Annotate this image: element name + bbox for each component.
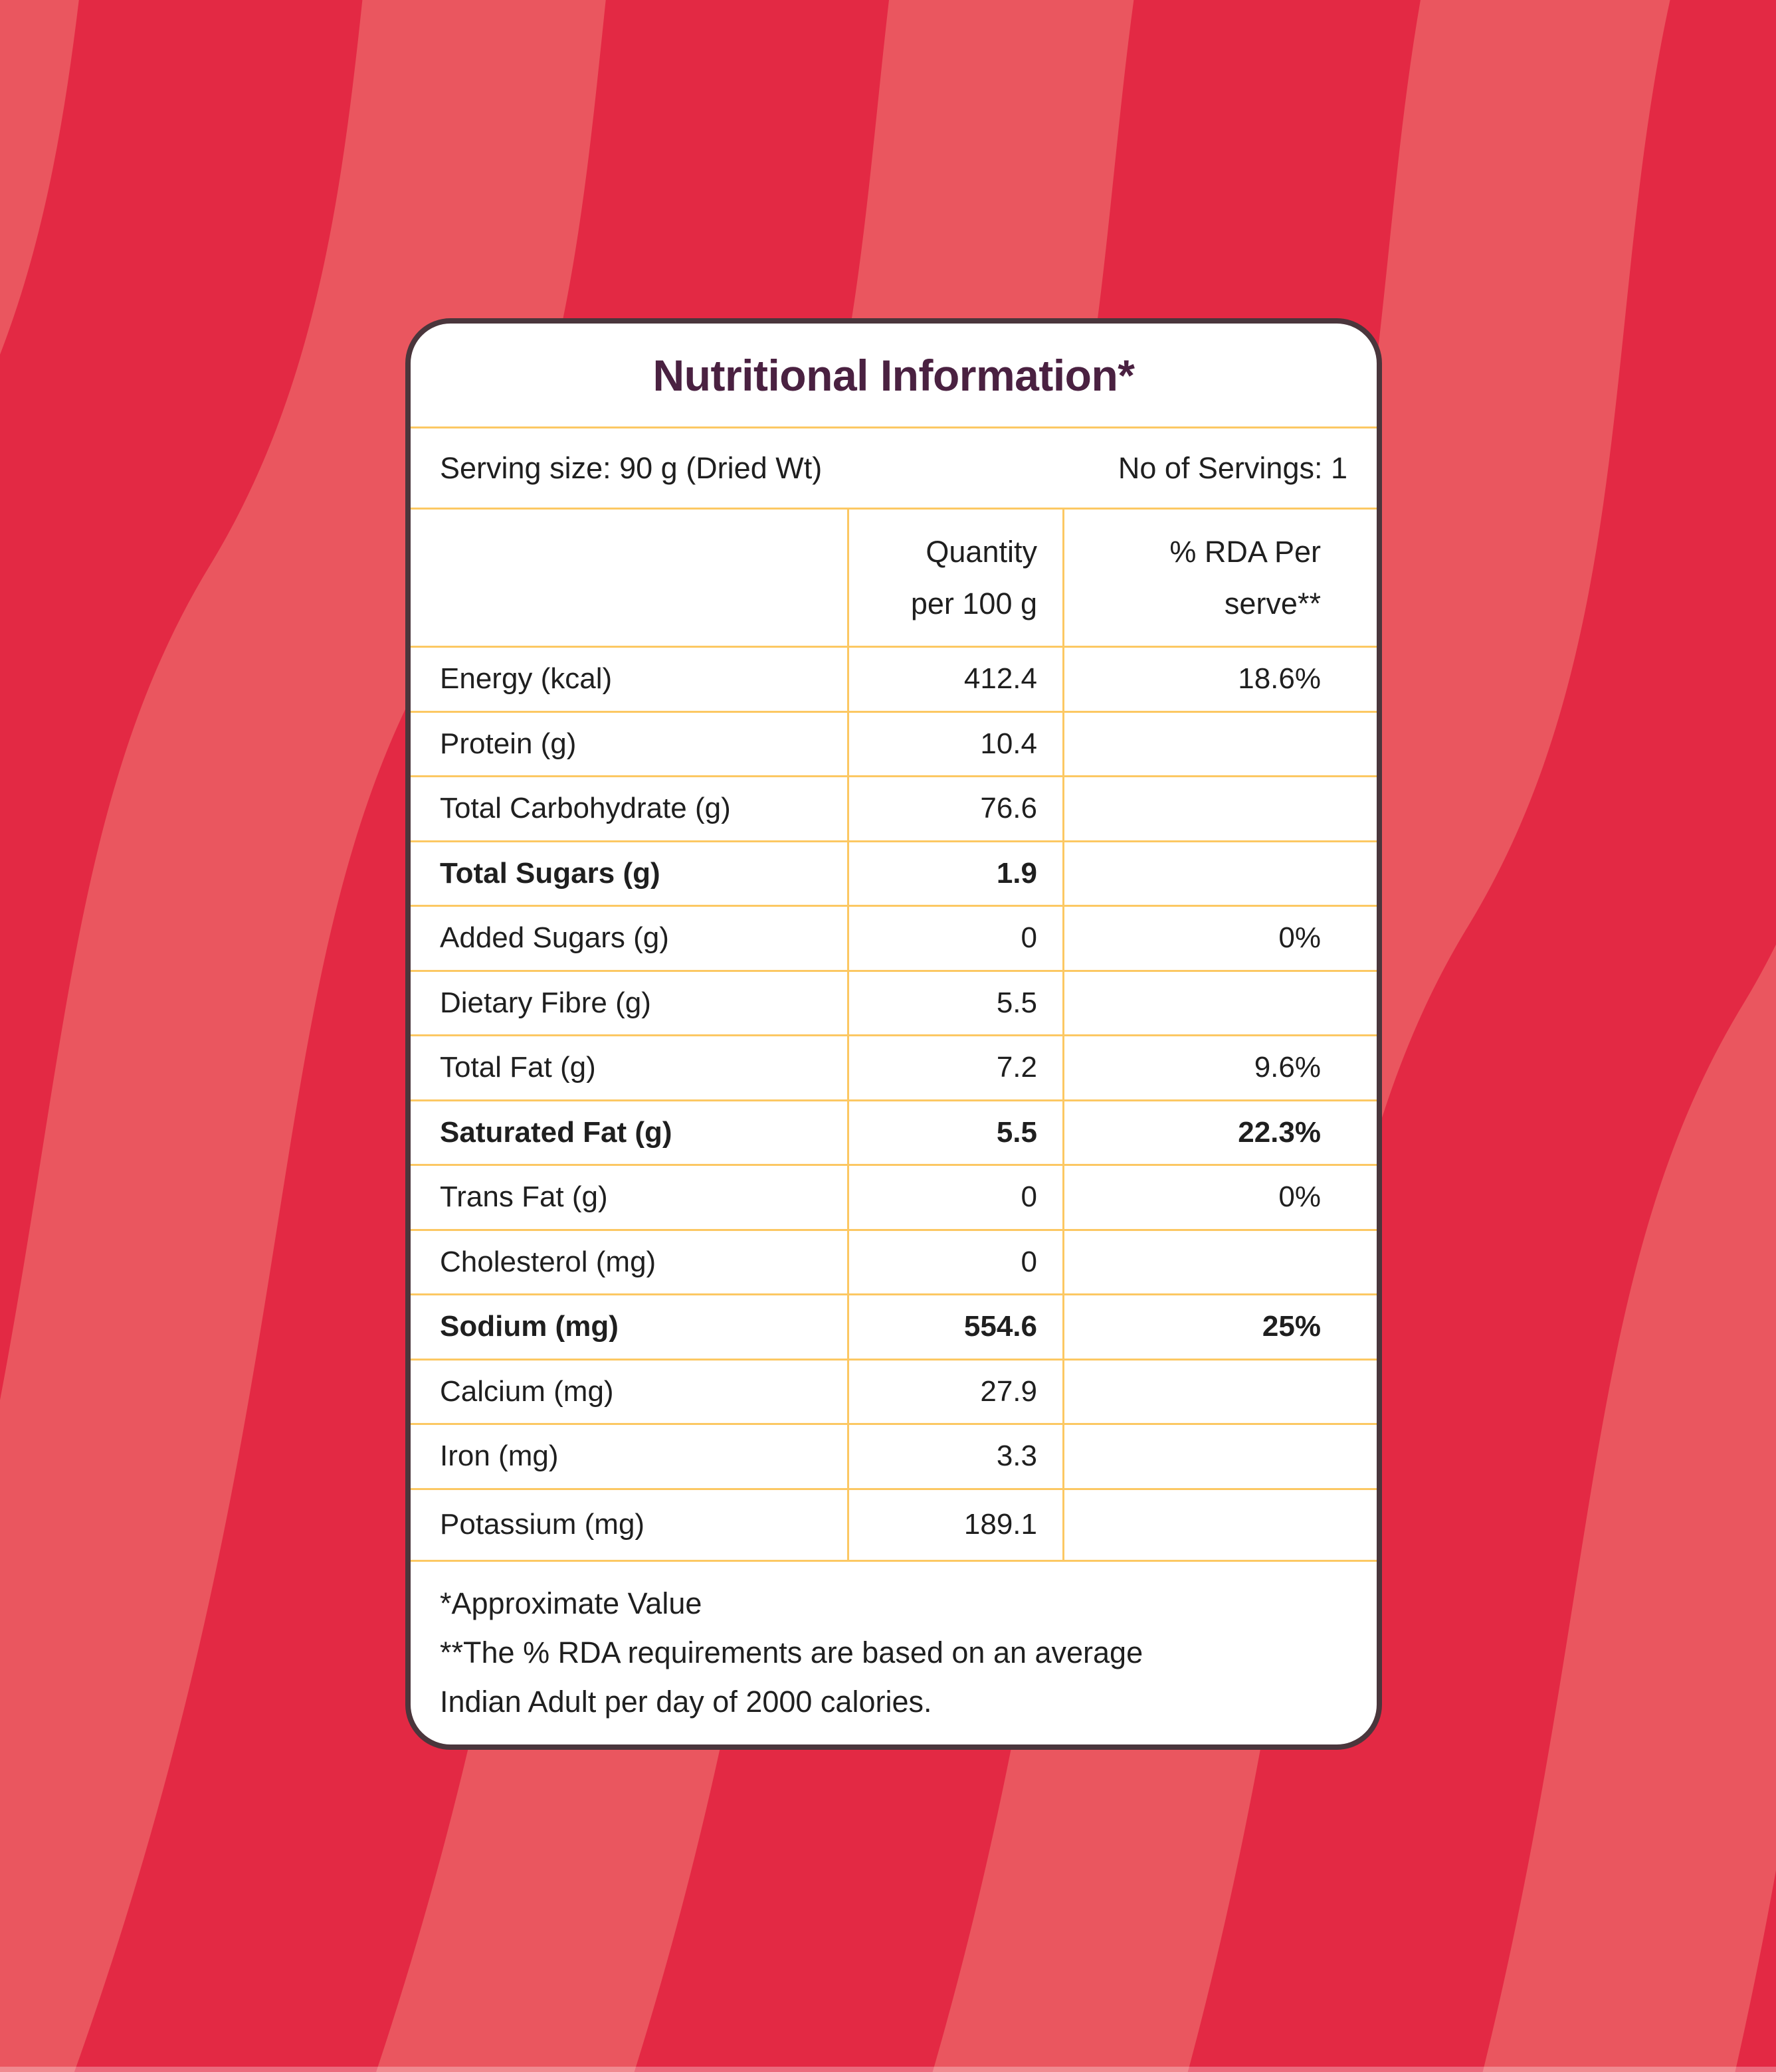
header-rda-line: % RDA Per: [1169, 534, 1321, 569]
footnotes: [411, 1560, 1377, 1745]
row-quantity: 0: [847, 1231, 1062, 1294]
table-header-row: [411, 510, 1377, 646]
row-quantity: 412.4: [847, 648, 1062, 711]
nutrition-table: [411, 510, 1377, 1560]
row-rda: [1062, 777, 1377, 840]
serving-size-label: Serving size: 90 g (Dried Wt): [440, 450, 823, 485]
nutrition-card: [405, 318, 1382, 1750]
row-quantity: 27.9: [847, 1361, 1062, 1424]
row-rda: [1062, 972, 1377, 1035]
row-rda: 25%: [1062, 1295, 1377, 1359]
header-rda: [1062, 510, 1377, 646]
row-quantity: 5.5: [847, 972, 1062, 1035]
row-quantity: 3.3: [847, 1425, 1062, 1488]
table-row: [411, 711, 1377, 776]
table-row: [411, 775, 1377, 840]
table-row: [411, 1423, 1377, 1488]
header-rda-line: serve**: [1224, 586, 1321, 620]
row-rda: [1062, 1490, 1377, 1560]
row-label: Trans Fat (g): [440, 1180, 608, 1214]
row-quantity: 7.2: [847, 1036, 1062, 1099]
table-row: [411, 1359, 1377, 1424]
table-row: [411, 1293, 1377, 1359]
row-quantity: 554.6: [847, 1295, 1062, 1359]
table-row: [411, 1099, 1377, 1165]
footnote-line: *Approximate Value: [440, 1586, 702, 1620]
row-label: Total Fat (g): [440, 1051, 596, 1084]
footnote-line: **The % RDA requirements are based on an average: [440, 1635, 1143, 1669]
row-label: Added Sugars (g): [440, 921, 669, 955]
header-quantity-line: per 100 g: [910, 586, 1037, 620]
header-blank-cell: [411, 510, 847, 646]
row-label: Total Carbohydrate (g): [440, 792, 731, 825]
row-rda: [1062, 842, 1377, 905]
row-quantity: 10.4: [847, 713, 1062, 776]
row-rda: [1062, 1361, 1377, 1424]
row-label: Saturated Fat (g): [440, 1115, 672, 1149]
row-label: Cholesterol (mg): [440, 1245, 656, 1278]
row-label: Protein (g): [440, 727, 577, 760]
row-rda: [1062, 713, 1377, 776]
row-label: Potassium (mg): [440, 1508, 645, 1541]
serving-row: [411, 428, 1377, 508]
title-row: [411, 324, 1377, 426]
table-row: [411, 905, 1377, 970]
table-row: [411, 1488, 1377, 1560]
row-label: Sodium (mg): [440, 1310, 619, 1343]
row-rda: 18.6%: [1062, 648, 1377, 711]
row-quantity: 76.6: [847, 777, 1062, 840]
header-quantity: [847, 510, 1062, 646]
row-label: Total Sugars (g): [440, 856, 660, 890]
table-row: [411, 840, 1377, 905]
row-rda: [1062, 1425, 1377, 1488]
row-quantity: 0: [847, 1166, 1062, 1229]
table-row: [411, 646, 1377, 711]
row-rda: 22.3%: [1062, 1101, 1377, 1165]
table-row: [411, 1229, 1377, 1294]
table-row: [411, 1164, 1377, 1229]
row-label: Dietary Fibre (g): [440, 986, 651, 1019]
footnote-line: Indian Adult per day of 2000 calories.: [440, 1684, 932, 1719]
row-rda: 0%: [1062, 907, 1377, 970]
table-row: [411, 970, 1377, 1035]
row-rda: 9.6%: [1062, 1036, 1377, 1099]
page-title: Nutritional Information*: [652, 350, 1135, 400]
row-label: Calcium (mg): [440, 1374, 614, 1408]
table-row: [411, 1034, 1377, 1099]
row-label: Iron (mg): [440, 1440, 559, 1473]
header-quantity-line: Quantity: [926, 534, 1037, 569]
row-rda: [1062, 1231, 1377, 1294]
row-quantity: 189.1: [847, 1490, 1062, 1560]
row-quantity: 0: [847, 907, 1062, 970]
servings-count-label: No of Servings: 1: [1118, 450, 1347, 485]
row-quantity: 5.5: [847, 1101, 1062, 1165]
row-rda: 0%: [1062, 1166, 1377, 1229]
row-quantity: 1.9: [847, 842, 1062, 905]
row-label: Energy (kcal): [440, 662, 613, 696]
